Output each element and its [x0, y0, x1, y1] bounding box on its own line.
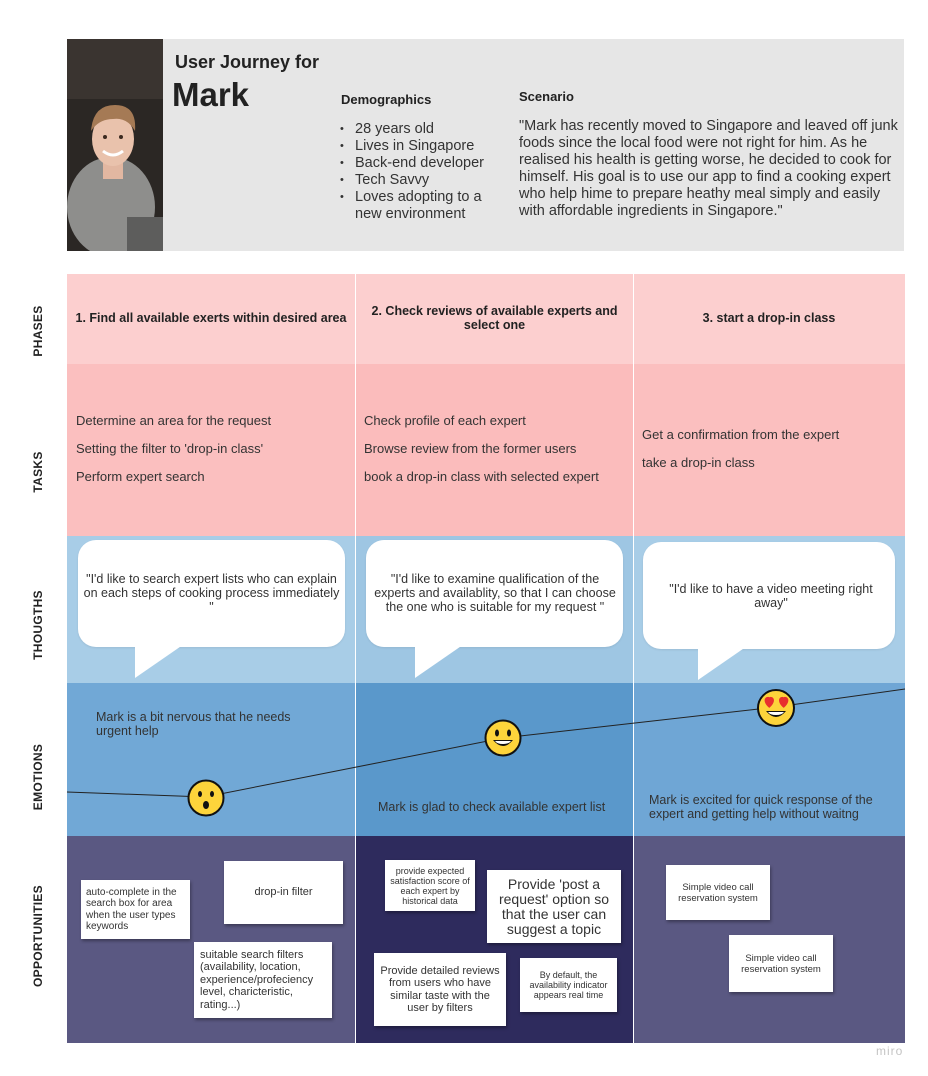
scenario-heading: Scenario — [519, 89, 574, 104]
grinning-face-icon — [484, 719, 522, 757]
journey-title: User Journey for — [175, 52, 320, 72]
sticky-note: Simple video call reservation system — [666, 865, 770, 920]
task-item: take a drop-in class — [642, 455, 755, 470]
thought-text: "I'd like to have a video meeting right away" — [669, 582, 873, 610]
sticky-note: Simple video call reservation system — [729, 935, 833, 992]
task-item: Check profile of each expert — [364, 413, 526, 428]
task-item: Determine an area for the request — [76, 413, 272, 428]
thought-text: "I'd like to examine qualification of the experts and availablity, so that I can choose the one who is suitable for my request " — [374, 572, 616, 614]
heart-eyes-face-icon — [756, 688, 796, 728]
miro-watermark: miro — [876, 1044, 904, 1058]
task-item: Get a confirmation from the expert — [642, 427, 840, 442]
demographics-heading: Demographics — [341, 92, 432, 107]
surprised-face-icon — [187, 779, 225, 817]
thought-text: "I'd like to search expert lists who can explain on each steps of cooking process immediately " — [83, 572, 340, 614]
phase-title: 3. start a drop-in class — [702, 311, 836, 325]
phase-title: 1. Find all available exerts within desired area — [75, 311, 347, 325]
sticky-note: suitable search filters (availability, location, experience/profeciency level, charicteristic, rating...) — [194, 942, 332, 1018]
demographic-item: • Back-end developer — [340, 155, 500, 172]
demographic-item: • 28 years old — [340, 121, 500, 138]
sticky-note: By default, the availability indicator appears real time — [520, 958, 617, 1012]
task-item: Browse review from the former users — [364, 441, 577, 456]
emotion-text: Mark is glad to check available expert list — [378, 800, 606, 814]
sticky-note: auto-complete in the search box for area when the user types keywords — [81, 880, 190, 939]
sticky-note: Provide detailed reviews from users who have similar taste with the user by filters — [374, 953, 506, 1026]
sticky-note: drop-in filter — [224, 861, 343, 924]
demographic-item: • Loves adopting to a new environment — [340, 189, 500, 223]
demographic-item: • Lives in Singapore — [340, 138, 500, 155]
sticky-note: provide expected satisfaction score of each expert by historical data — [385, 860, 475, 911]
task-item: book a drop-in class with selected expert — [364, 469, 599, 484]
sticky-note: Provide 'post a request' option so that the user can suggest a topic — [487, 870, 621, 943]
scenario-text: "Mark has recently moved to Singapore and leaved off junk foods since the local food were not right for him. As he realised his health is getting worse, he decided to cook for himself. His goal is to use our app to find a cooking expert who help hime to prepare heathy meal simply and easily with affordable ingredients in Singapore." — [519, 118, 898, 219]
demographic-item: • Tech Savvy — [340, 172, 500, 189]
emotion-text: Mark is excited for quick response of the expert and getting help without waitng — [649, 793, 873, 821]
emotion-text: Mark is a bit nervous that he needs urgent help — [96, 710, 291, 738]
task-item: Setting the filter to 'drop-in class' — [76, 441, 264, 456]
task-item: Perform expert search — [76, 469, 205, 484]
persona-name: Mark — [172, 76, 250, 113]
phase-title: 2. Check reviews of available experts and select one — [371, 304, 618, 332]
